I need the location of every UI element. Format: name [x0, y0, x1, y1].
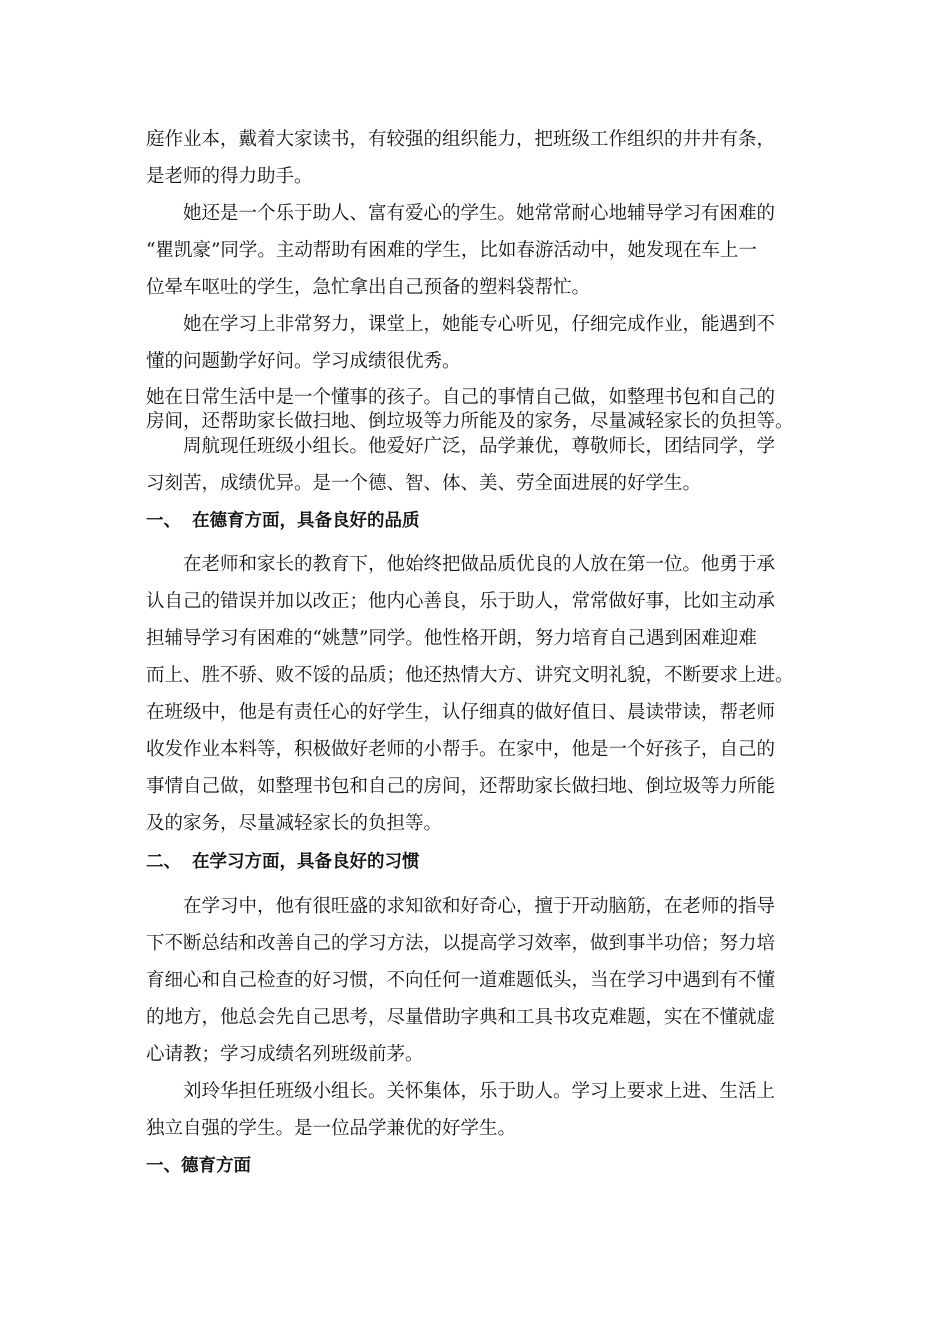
text-line: 心请教；学习成绩名列班级前茅。 — [146, 1044, 424, 1065]
text-line: 担辅导学习有困难的“姚慧”同学。他性格开朗，努力培育自己遇到困难迎难 — [146, 628, 757, 649]
text-line: 在学习中，他有很旺盛的求知欲和好奇心，擅于开动脑筋，在老师的指导 — [183, 896, 776, 917]
text-line: 独立自强的学生。是一位品学兼优的好学生。 — [146, 1118, 517, 1139]
text-line: 刘玲华担任班级小组长。关怀集体，乐于助人。学习上要求上进、生活上 — [183, 1081, 776, 1102]
text-line: 庭作业本，戴着大家读书，有较强的组织能力，把班级工作组织的井井有条， — [146, 129, 776, 150]
text-line: 她在学习上非常努力，课堂上，她能专心听见，仔细完成作业，能遇到不 — [183, 314, 776, 335]
text-line: 房间，还帮助家长做扫地、倒垃圾等力所能及的家务，尽量减轻家长的负担等。 — [146, 411, 794, 432]
text-line: 而上、胜不骄、败不馁的品质；他还热情大方、讲究文明礼貌，不断要求上进。 — [146, 665, 794, 686]
text-line: 是老师的得力助手。 — [146, 166, 313, 187]
text-line: 事情自己做，如整理书包和自己的房间，还帮助家长做扫地、倒垃圾等力所能 — [146, 776, 776, 797]
text-line: 习刻苦，成绩优异。是一个德、智、体、美、劳全面进展的好学生。 — [146, 473, 702, 494]
text-line: 周航现任班级小组长。他爱好广泛，品学兼优，尊敬师长，团结同学，学 — [183, 436, 776, 457]
text-line: 在老师和家长的教育下，他始终把做品质优良的人放在第一位。他勇于承 — [183, 554, 776, 575]
section-heading — [146, 850, 420, 874]
text-line: 认自己的错误并加以改正；他内心善良，乐于助人，常常做好事，比如主动承 — [146, 591, 776, 612]
heading-number: 二、 — [146, 852, 181, 872]
text-line: 她还是一个乐于助人、富有爱心的学生。她常常耐心地辅导学习有困难的 — [183, 203, 776, 224]
text-line: 收发作业本料等，积极做好老师的小帮手。在家中，他是一个好孩子，自己的 — [146, 739, 776, 760]
text-line: 她在日常生活中是一个懂事的孩子。自己的事情自己做，如整理书包和自己的 — [146, 387, 776, 408]
text-line: 位晕车呕吐的学生，急忙拿出自己预备的塑料袋帮忙。 — [146, 277, 591, 298]
text-line: “瞿凯豪”同学。主动帮助有困难的学生，比如春游活动中，她发现在车上一 — [146, 240, 757, 261]
section-heading — [146, 1154, 251, 1178]
text-line: 及的家务，尽量减轻家长的负担等。 — [146, 813, 443, 834]
heading-number: 一、 — [146, 511, 181, 531]
text-line: 的地方，他总会先自己思考，尽量借助字典和工具书攻克难题，实在不懂就虚 — [146, 1007, 776, 1028]
text-line: 在班级中，他是有责任心的好学生，认仔细真的做好值日、晨读带读，帮老师 — [146, 702, 776, 723]
text-line: 下不断总结和改善自己的学习方法，以提高学习效率，做到事半功倍；努力培 — [146, 933, 776, 954]
heading-text: 一、德育方面 — [146, 1156, 251, 1176]
heading-text: 在德育方面，具备良好的品质 — [192, 511, 420, 531]
text-line: 育细心和自己检查的好习惯，不向任何一道难题低头，当在学习中遇到有不懂 — [146, 970, 776, 991]
section-heading — [146, 509, 420, 533]
text-line: 懂的问题勤学好问。学习成绩很优秀。 — [146, 351, 461, 372]
heading-text: 在学习方面，具备良好的习惯 — [192, 852, 420, 872]
